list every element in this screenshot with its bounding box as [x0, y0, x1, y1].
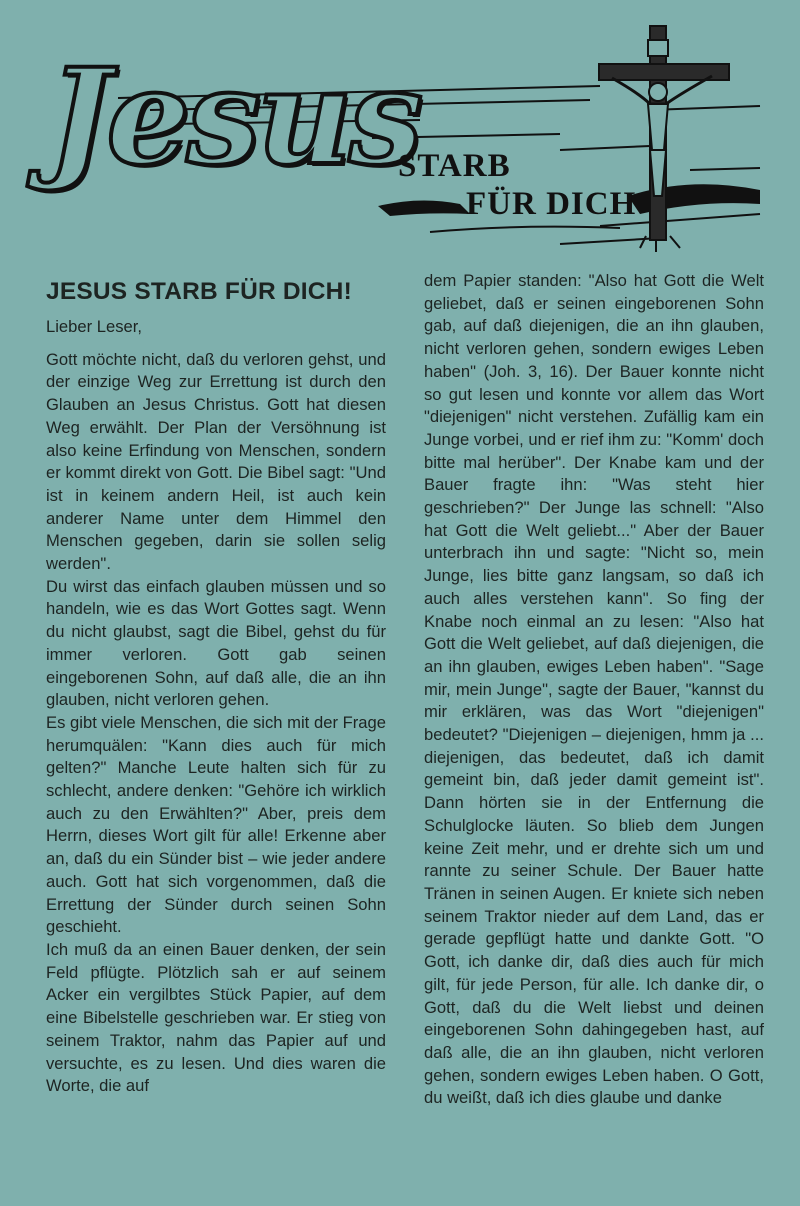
logo-subtitle-starb: STARB — [398, 148, 511, 184]
left-column — [46, 268, 386, 1098]
article-title: JESUS STARB FÜR DICH! — [46, 278, 352, 305]
paragraph: Ich muß da an einen Bauer denken, der sein Feld pflügte. Plötzlich sah er auf seinem Acker ein vergilbtes Stück Papier, auf dem eine Bibelstelle geschrieben war. Er stieg von seinem Traktor, nahm das Papier auf und versuchte, es zu lesen. Und dies waren die Worte, die auf — [46, 939, 386, 1096]
logo-jesus-word: Jesus — [48, 40, 420, 195]
paragraph: dem Papier standen: "Also hat Gott die Welt geliebet, daß er seinen eingeborenen Sohn gab, auf daß diejenigen, die an ihn glauben, nicht verloren gehen, sondern ewiges Leben haben" (Joh. 3, 16). Der Bauer konnte nicht so gut lesen und konnte vor allem das Wort "diejenigen" nicht verstehen. Zufällig kam ein Junge vorbei, und er rief ihm zu: "Komm' doch bitte mal herüber". Der Knabe kam und der Bauer fragte ihn: "Was steht hier geschrieben?" Der Junge las schnell: "Also hat Gott die Welt geliebt..." Aber der Bauer unterbrach ihn und sagte: "Nicht so, mein Junge, lies bitte ganz langsam, so daß ich auch alles verstehen kann". So fing der Knabe noch einmal an zu lesen: "Also hat Gott die Welt geliebet, auf daß diejenigen, die an ihn glauben, ewiges Leben haben". "Sage mir, mein Junge", sagte der Bauer, "kannst du mir erklären, was das Wort "diejenigen" bedeutet? "Diejenigen – diejenigen, hmm ja ... diejenigen, das bedeutet, daß ich damit gemeint bin, daß jeder damit gemeint ist". Dann hörten sie in der Entfernung die Schulglocke läuten. So blieb dem Jungen keine Zeit mehr, und er drehte sich um und rannte zu seiner Schule. Der Bauer hatte Tränen in seinen Augen. Er kniete sich neben seinem Traktor nieder auf dem Land, das er gerade gepflügt hatte und dankte Gott. "O Gott, ich danke dir, daß dies auch für mich gilt, für jede Person, für alle. Ich danke dir, o Gott, daß du die Welt liebst und deinen eingeborenen Sohn dahingegeben hast, auf daß alle, die an ihn glauben, nicht verloren gehen, sondern ewiges Leben haben. O Gott, du weißt, daß ich dies glaube und danke — [424, 271, 764, 1108]
paragraph: Gott möchte nicht, daß du verloren gehst, und der einzige Weg zur Errettung ist durch den Glauben an Jesus Christus. Gott hat diesen Weg erwählt. Der Plan der Versöhnung ist also keine Erfindung von Menschen, sondern er kommt direkt von Gott. Die Bibel sagt: "Und ist in keinem andern Heil, ist auch kein anderer Name unter dem Himmel den Menschen gegeben, darin sie sollen selig werden". — [46, 349, 386, 574]
title-banner — [0, 0, 800, 260]
logo-subtitle-fuer-dich: FÜR DICH — [466, 186, 637, 222]
right-column — [424, 270, 764, 1110]
paragraph: Es gibt viele Menschen, die sich mit der Frage herumquälen: "Kann dies auch für mich gelten?" Manche Leute halten sich für zu schlecht, andere denken: "Gehöre ich wirklich auch zu den Erwählten?" Aber, preis dem Herrn, dieses Wort gilt für alle! Erkenne aber an, daß du ein Sünder bist – wie jeder andere auch. Gott hat sich vorgenommen, daß die Errettung der Sünder durch seinen Sohn geschieht. — [46, 712, 386, 937]
paragraph: Du wirst das einfach glauben müssen und so handeln, wie es das Wort Gottes sagt. Wenn du nicht glaubst, sagt die Bibel, gehst du für immer verloren. Gott gab seinen eingeborenen Sohn, auf daß alle, die an ihn glauben, nicht verloren gehen. — [46, 576, 386, 710]
greeting: Lieber Leser, — [46, 317, 142, 336]
